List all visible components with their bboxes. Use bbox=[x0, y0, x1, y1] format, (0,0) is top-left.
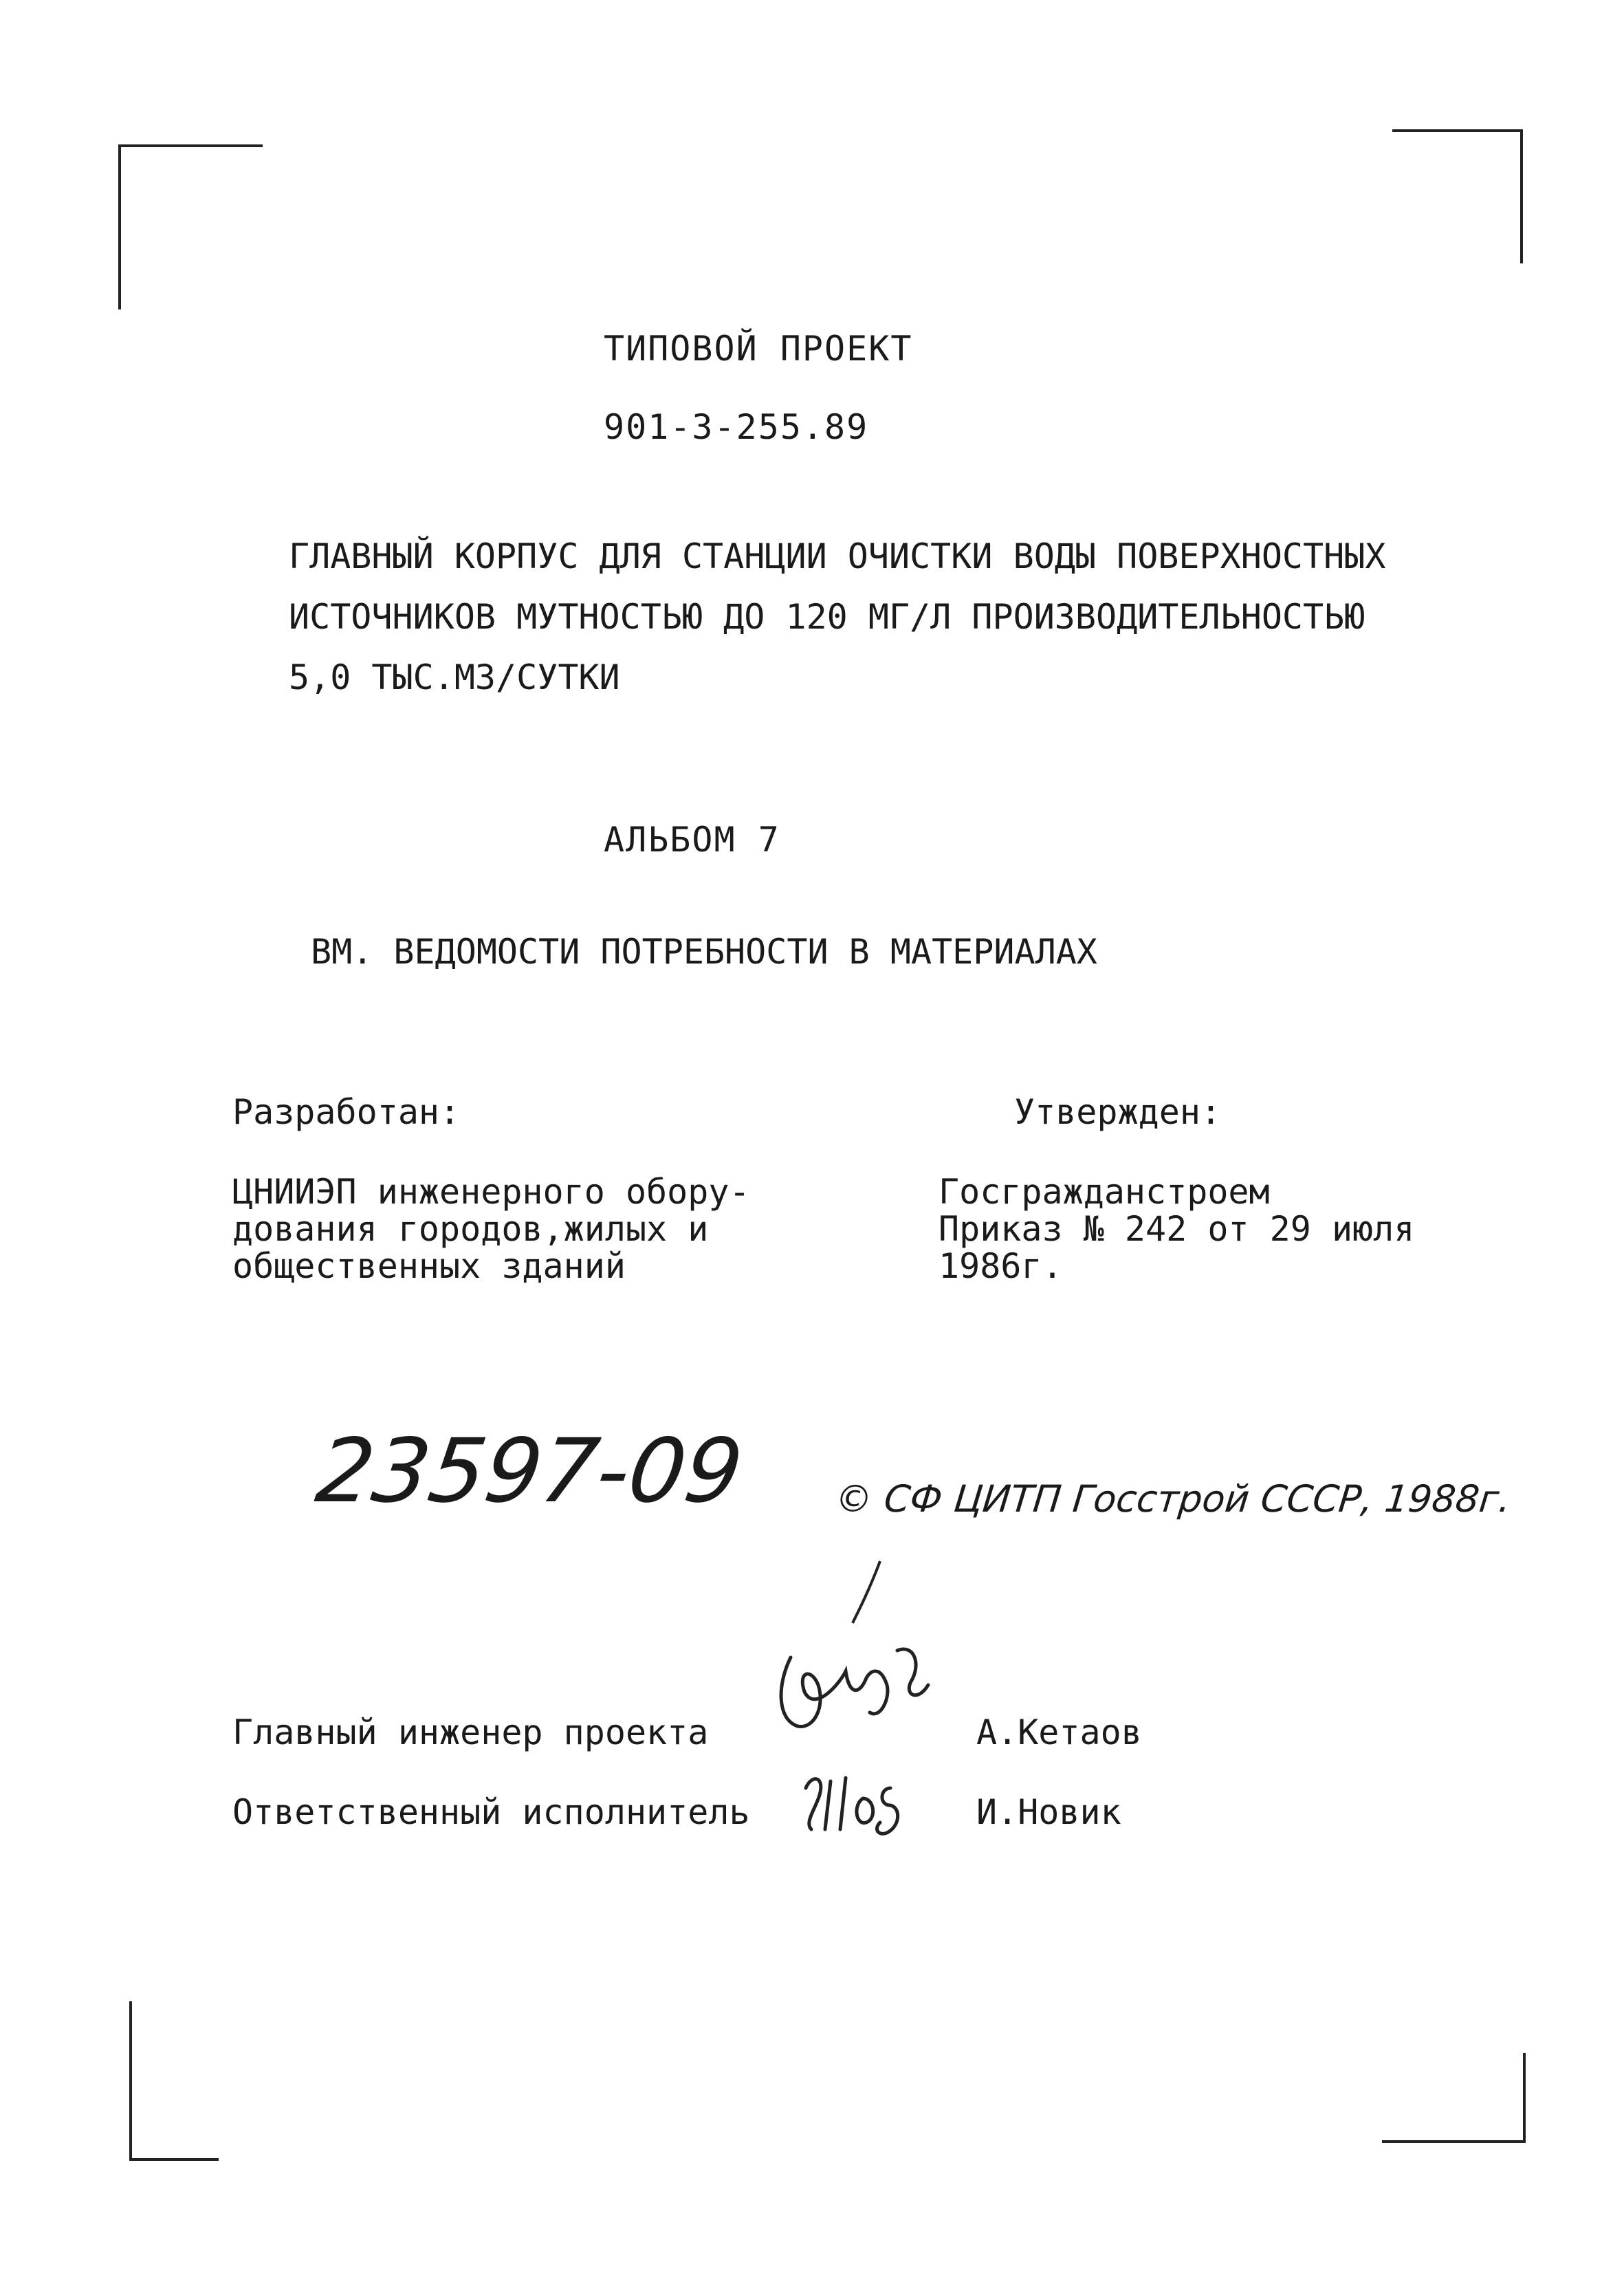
signatory-name-1: А.Кетаов bbox=[976, 1712, 1142, 1752]
title-line-1: ГЛАВНЫЙ КОРПУС ДЛЯ СТАНЦИИ ОЧИСТКИ ВОДЫ ПОВЕРХНОСТНЫХ bbox=[289, 536, 1386, 576]
album-label: АЛЬБОМ 7 bbox=[604, 820, 780, 860]
signatory-role-2: Ответственный исполнитель bbox=[232, 1792, 750, 1832]
approved-line-3: 1986г. bbox=[939, 1246, 1063, 1286]
title-line-3: 5,0 ТЫС.М3/СУТКИ bbox=[289, 657, 620, 697]
crop-mark-bottom-left-h bbox=[129, 2158, 219, 2161]
developed-label: Разработан: bbox=[232, 1092, 461, 1132]
developed-line-3: общественных зданий bbox=[232, 1246, 626, 1286]
crop-mark-top-right-v bbox=[1520, 129, 1523, 263]
approved-line-1: Госгражданстроем bbox=[939, 1172, 1270, 1212]
crop-mark-top-left-v bbox=[118, 144, 121, 309]
crop-mark-bottom-right-h bbox=[1382, 2140, 1526, 2143]
signatory-role-1: Главный инженер проекта bbox=[232, 1712, 709, 1752]
signatory-name-2: И.Новик bbox=[976, 1792, 1121, 1832]
approved-block bbox=[939, 1173, 1414, 1285]
crop-mark-top-right-h bbox=[1392, 129, 1523, 132]
developed-line-2: дования городов,жилых и bbox=[232, 1209, 709, 1249]
crop-mark-bottom-left-v bbox=[129, 2001, 132, 2159]
signature-responsible-executor bbox=[798, 1767, 935, 1843]
project-number: 901-3-255.89 bbox=[604, 407, 869, 447]
title-line-2: ИСТОЧНИКОВ МУТНОСТЬЮ ДО 120 МГ/Л ПРОИЗВОДИТЕЛЬНОСТЬЮ bbox=[289, 597, 1365, 637]
inventory-number: 23597-09 bbox=[310, 1420, 749, 1523]
signature-chief-engineer bbox=[749, 1547, 956, 1754]
developed-line-1: ЦНИИЭП инженерного обору- bbox=[232, 1172, 750, 1212]
approved-label: Утвержден: bbox=[1014, 1092, 1222, 1132]
developed-block bbox=[232, 1173, 750, 1285]
crop-mark-bottom-right-v bbox=[1523, 2053, 1526, 2142]
album-subtitle: ВМ. ВЕДОМОСТИ ПОТРЕБНОСТИ В МАТЕРИАЛАХ bbox=[311, 932, 1097, 972]
project-type-heading: ТИПОВОЙ ПРОЕКТ bbox=[604, 329, 913, 369]
copyright-stamp: © СФ ЦИТП Госстрой СССР, 1988г. bbox=[833, 1477, 1513, 1521]
approved-line-2: Приказ № 242 от 29 июля bbox=[939, 1209, 1415, 1249]
crop-mark-top-left-h bbox=[118, 144, 263, 147]
